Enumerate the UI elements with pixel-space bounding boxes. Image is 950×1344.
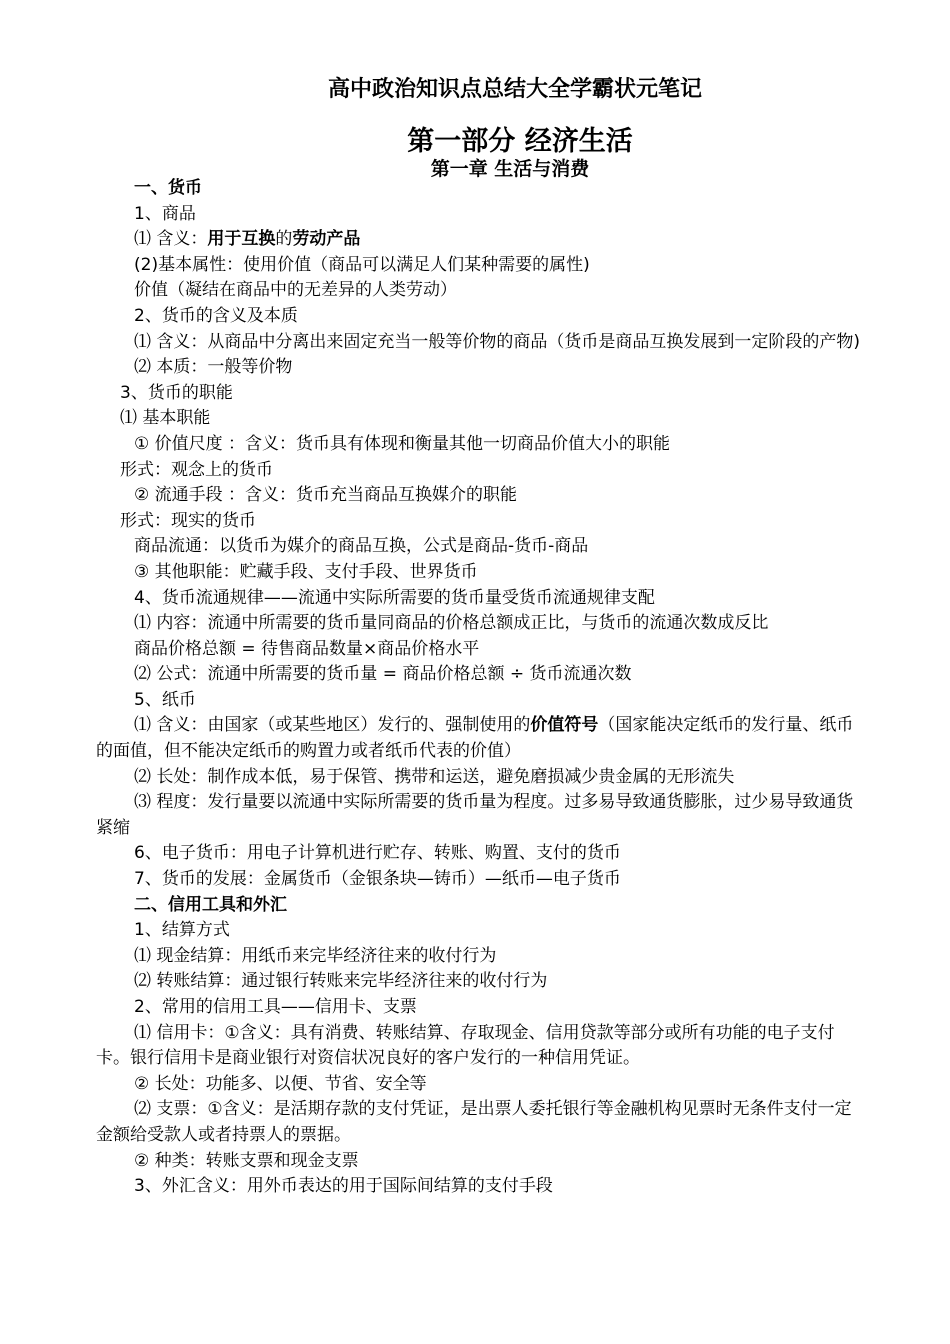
currency-essence: ⑵ 本质：一般等价物 bbox=[134, 357, 293, 378]
transfer-settlement: ⑵ 转账结算：通过银行转账来完毕经济往来的收付行为 bbox=[134, 971, 548, 992]
cash-settlement: ⑴ 现金结算：用纸币来完毕经济往来的收付行为 bbox=[134, 945, 497, 966]
commodity-circulation: 商品流通：以货币为媒介的商品互换，公式是商品-货币-商品 bbox=[134, 536, 589, 557]
chapter-title: 第一章 生活与消费 bbox=[430, 158, 590, 180]
cheque-definition: ⑵ 支票：①含义：是活期存款的支付凭证，是出票人委托银行等金融机构见票时无条件支付一定金额给受款人或者持票人的票据。 bbox=[96, 1099, 852, 1145]
credit-card-advantages: ② 长处：功能多、以便、节省、安全等 bbox=[134, 1073, 427, 1094]
section-heading-currency: 一、货币 bbox=[134, 178, 202, 198]
other-functions: ③ 其他职能：贮藏手段、支付手段、世界货币 bbox=[134, 561, 478, 582]
document-body bbox=[96, 176, 866, 1200]
paper-money-definition: ⑴ 含义：由国家（或某些地区）发行的、强制使用的价值符号（国家能决定纸币的发行量、纸币的面值，但不能决定纸币的购置力或者纸币代表的价值） bbox=[96, 715, 854, 762]
circulation-means-form: 形式：现实的货币 bbox=[120, 510, 256, 531]
subheading-credit-tools: 2、常用的信用工具——信用卡、支票 bbox=[134, 997, 417, 1017]
credit-card-definition: ⑴ 信用卡：①含义：具有消费、转账结算、存取现金、信用贷款等部分或所有功能的电子支付卡。银行信用卡是商业银行对资信状况良好的客户发行的一种信用凭证。 bbox=[96, 1022, 835, 1069]
commodity-definition: ⑴ 含义：用于互换的劳动产品 bbox=[134, 229, 361, 250]
subheading-currency-essence: 2、货币的含义及本质 bbox=[134, 305, 298, 326]
electronic-money: 6、电子货币：用电子计算机进行贮存、转账、购置、支付的货币 bbox=[134, 843, 621, 864]
subheading-settlement: 1、结算方式 bbox=[134, 920, 230, 941]
foreign-exchange-definition: 3、外汇含义：用外币表达的用于国际间结算的支付手段 bbox=[134, 1176, 553, 1197]
currency-definition: ⑴ 含义：从商品中分离出来固定充当一般等价物的商品（货币是商品互换发展到一定阶段的产物) bbox=[134, 331, 861, 352]
price-total-formula: 商品价格总额 = 待售商品数量×商品价格水平 bbox=[134, 638, 480, 659]
document-title: 高中政治知识点总结大全学霸状元笔记 bbox=[327, 77, 702, 102]
part-title: 第一部分 经济生活 bbox=[407, 126, 633, 157]
currency-development: 7、货币的发展：金属货币（金银条块—铸币）—纸币—电子货币 bbox=[134, 869, 621, 890]
subheading-circulation-law: 4、货币流通规律——流通中实际所需要的货币量受货币流通规律支配 bbox=[134, 587, 655, 608]
paper-money-limit: ⑶ 程度：发行量要以流通中实际所需要的货币量为程度。过多易导致通货膨胀，过少易导致通货紧缩 bbox=[96, 792, 854, 838]
subheading-paper-money: 5、纸币 bbox=[134, 689, 196, 710]
paper-money-advantages: ⑵ 长处：制作成本低，易于保管、携带和运送，避免磨损减少贵金属的无形流失 bbox=[134, 766, 735, 787]
section-heading-credit: 二、信用工具和外汇 bbox=[134, 894, 287, 915]
commodity-attributes: (2)基本属性：使用价值（商品可以满足人们某种需要的属性) bbox=[134, 254, 590, 275]
basic-functions: ⑴ 基本职能 bbox=[120, 408, 211, 429]
circulation-formula: ⑵ 公式：流通中所需要的货币量 = 商品价格总额 ÷ 货币流通次数 bbox=[134, 664, 632, 685]
subheading-currency-functions: 3、货币的职能 bbox=[120, 382, 233, 403]
commodity-value: 价值（凝结在商品中的无差异的人类劳动） bbox=[134, 280, 457, 301]
circulation-law-content: ⑴ 内容：流通中所需要的货币量同商品的价格总额成正比，与货币的流通次数成反比 bbox=[134, 613, 769, 634]
cheque-types: ② 种类：转账支票和现金支票 bbox=[134, 1150, 359, 1171]
circulation-means: ② 流通手段 ：含义：货币充当商品互换媒介的职能 bbox=[134, 485, 518, 506]
subheading-commodity: 1、商品 bbox=[134, 203, 196, 224]
value-measure-form: 形式：观念上的货币 bbox=[120, 459, 273, 480]
value-measure: ① 价值尺度 ：含义：货币具有体现和衡量其他一切商品价值大小的职能 bbox=[134, 433, 671, 454]
